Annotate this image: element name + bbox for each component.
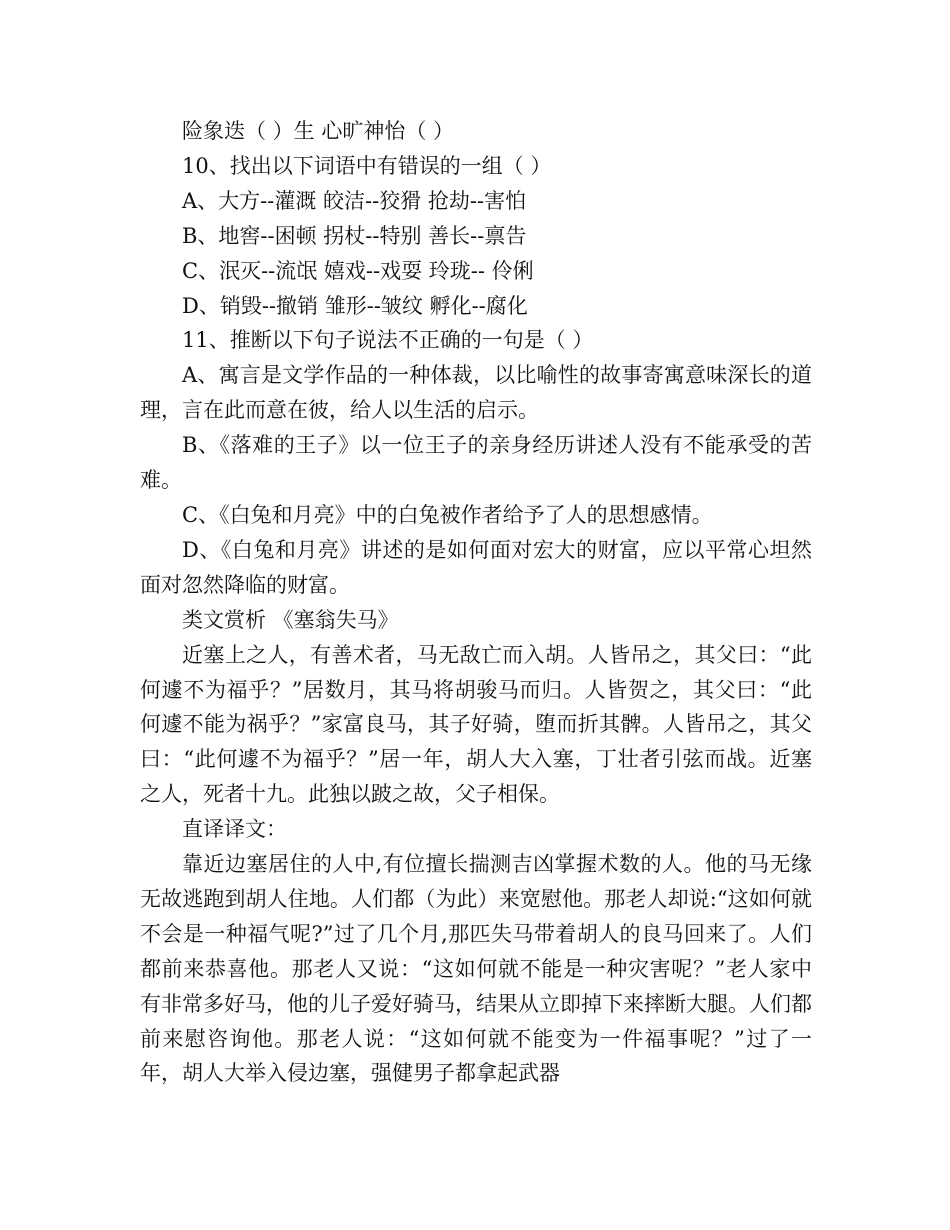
- question-11: 11、推断以下句子说法不正确的一句是（ ）: [182, 328, 594, 353]
- question-10-option-b: B、地窖--困顿 拐杖--特别 善长--禀告: [182, 223, 527, 248]
- question-10-option-c: C、泯灭--流氓 嬉戏--戏耍 玲珑-- 伶俐: [182, 258, 534, 283]
- question-11-option-a: A、寓言是文学作品的一种体裁，以比喻性的故事寄寓意味深长的道理，言在此而意在彼，给人以生活的启示。: [140, 363, 812, 423]
- question-11-option-c: C、《白兔和月亮》中的白兔被作者给予了人的思想感情。: [182, 502, 713, 527]
- translation-text: 靠近边塞居住的人中,有位擅长揣测吉凶掌握术数的人。他的马无缘无故逃跑到胡人住地。人们都（为此）来宽慰他。那老人却说:“这如何就不会是一种福气呢?”过了几个月,那匹失马带着胡人的良马回来了。人们都前来恭喜他。那老人又说：“这如何就不能是一种灾害呢？”老人家中有非常多好马，他的儿子爱好骑马，结果从立即掉下来摔断大腿。人们都前来慰咨询他。那老人说：“这如何就不能变为一件福事呢？”过了一年，胡人大举入侵边塞，强健男子都拿起武器: [140, 852, 812, 1086]
- question-10: 10、找出以下词语中有错误的一组（ ）: [182, 153, 552, 178]
- question-10-option-a: A、大方--灌溉 皎洁--狡猾 抢劫--害怕: [182, 188, 527, 213]
- translation-label: 直译译文：: [182, 817, 287, 842]
- section-title: 类文赏析 《塞翁失马》: [182, 607, 399, 632]
- question-11-option-d: D、《白兔和月亮》讲述的是如何面对宏大的财富，应以平常心坦然面对忽然降临的财富。: [140, 537, 812, 597]
- question-11-option-b: B、《落难的王子》以一位王子的亲身经历讲述人没有不能承受的苦难。: [140, 433, 812, 493]
- classical-passage: 近塞上之人，有善术者，马无敌亡而入胡。人皆吊之，其父曰：“此何遽不为福乎？”居数月，其马将胡骏马而归。人皆贺之，其父曰：“此何遽不能为祸乎？”家富良马，其子好骑，堕而折其髀。人皆吊之，其父曰：“此何遽不为福乎？”居一年，胡人大入塞，丁壮者引弦而战。近塞之人，死者十九。此独以跛之故，父子相保。: [140, 642, 812, 807]
- text-line-idioms: 险象迭（ ）生 心旷神怡（ ）: [182, 119, 455, 143]
- document-body: [140, 114, 812, 1091]
- question-10-option-d: D、销毁--撤销 雏形--皱纹 孵化--腐化: [182, 293, 528, 318]
